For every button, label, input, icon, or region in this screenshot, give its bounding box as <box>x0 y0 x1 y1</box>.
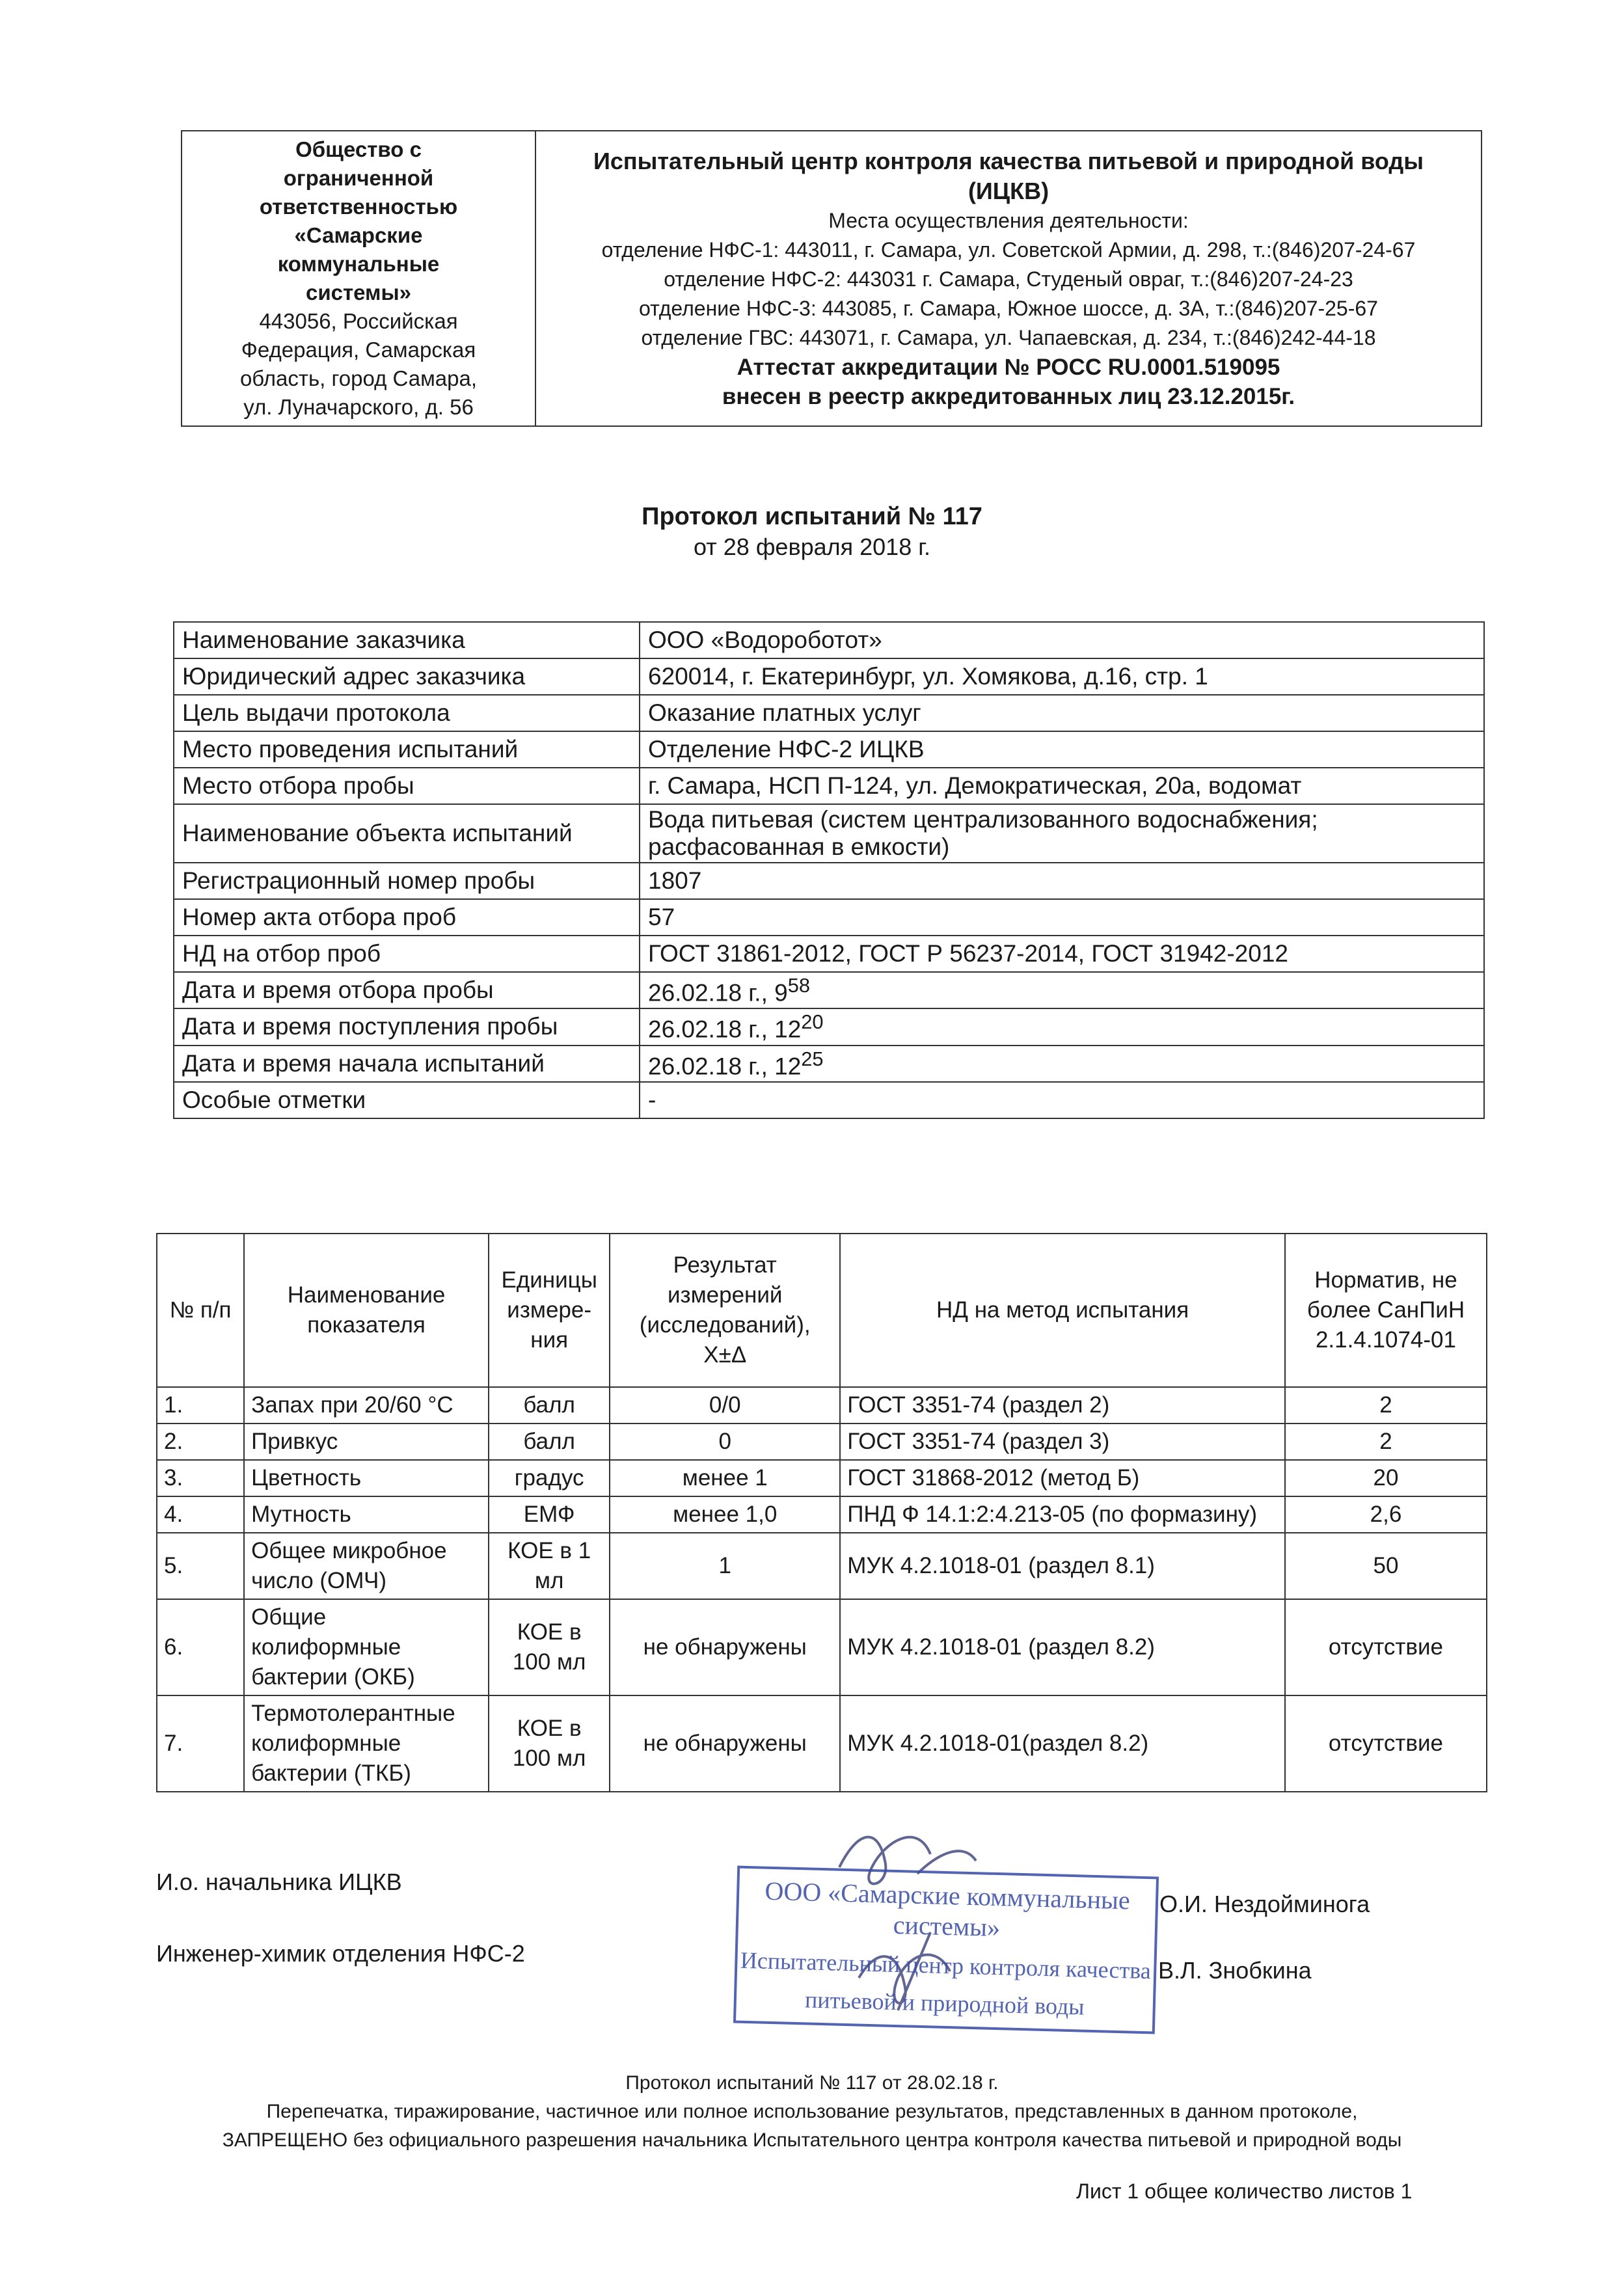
info-key: Регистрационный номер пробы <box>174 863 640 899</box>
organization-cell <box>182 131 535 426</box>
results-row <box>157 1695 1487 1792</box>
norm-value: отсутствие <box>1285 1599 1487 1695</box>
org-address-line: область, город Самара, <box>239 366 478 390</box>
info-key: Дата и время начала испытаний <box>174 1046 640 1082</box>
info-value <box>640 972 1484 1008</box>
info-value <box>640 863 1484 899</box>
head-signature-name: О.И. Нездойминога <box>1159 1891 1370 1917</box>
stamp-line: питьевой и природной воды <box>804 1986 1085 2020</box>
result-value: менее 1,0 <box>610 1496 840 1533</box>
org-name-line: коммунальные <box>277 252 440 276</box>
info-row <box>174 899 1484 936</box>
norm-value: отсутствие <box>1285 1695 1487 1792</box>
test-method: МУК 4.2.1018-01 (раздел 8.2) <box>840 1599 1285 1695</box>
org-address-line: ул. Луначарского, д. 56 <box>243 395 474 419</box>
footer-notice: Перепечатка, тиражирование, частичное или полное использование результатов, представленных в данном протоколе, <box>266 2101 1358 2122</box>
protocol-title: Протокол испытаний № 117 <box>642 503 982 530</box>
info-value-text: 620014, г. Екатеринбург, ул. Хомякова, д.16, стр. 1 <box>648 663 1208 690</box>
unit: КОЕ в 100 мл <box>489 1695 610 1792</box>
engineer-signature-label: Инженер-химик отделения НФС-2 <box>156 1940 525 1967</box>
info-row <box>174 658 1484 695</box>
info-value-text: г. Самара, НСП П-124, ул. Демократическая, 20а, водомат <box>648 772 1302 799</box>
norm-value: 20 <box>1285 1460 1487 1496</box>
test-method: ГОСТ 31868-2012 (метод Б) <box>840 1460 1285 1496</box>
parameter-name: Запах при 20/60 °С <box>244 1387 489 1424</box>
header-number: № п/п <box>157 1234 244 1387</box>
org-name-line: ответственностью <box>259 195 458 219</box>
unit: КОЕ в 1 мл <box>489 1533 610 1599</box>
branch-line: отделение НФС-1: 443011, г. Самара, ул. Советской Армии, д. 298, т.:(846)207-24-67 <box>601 237 1416 262</box>
result-value: не обнаружены <box>610 1599 840 1695</box>
info-value <box>640 622 1484 658</box>
result-value: менее 1 <box>610 1460 840 1496</box>
info-key: Особые отметки <box>174 1082 640 1118</box>
org-address-line: 443056, Российская <box>259 309 458 333</box>
unit: КОЕ в 100 мл <box>489 1599 610 1695</box>
stamp-line: ООО «Самарские коммунальные системы» <box>765 1876 1131 1943</box>
info-value-text: Оказание платных услуг <box>648 699 921 726</box>
row-number: 3. <box>157 1460 244 1496</box>
info-row <box>174 972 1484 1008</box>
info-row <box>174 695 1484 731</box>
info-key: НД на отбор проб <box>174 936 640 972</box>
result-value: 0/0 <box>610 1387 840 1424</box>
info-key: Место проведения испытаний <box>174 731 640 768</box>
info-key: Дата и время поступления пробы <box>174 1008 640 1045</box>
header-method: НД на метод испытания <box>840 1234 1285 1387</box>
org-name-line: системы» <box>305 280 412 304</box>
info-row <box>174 1082 1484 1118</box>
branch-line: отделение НФС-3: 443085, г. Самара, Южное шоссе, д. 3А, т.:(846)207-25-67 <box>639 296 1378 320</box>
info-value-text: ООО «Водороботот» <box>648 627 882 653</box>
info-key: Дата и время отбора пробы <box>174 972 640 1008</box>
info-value <box>640 658 1484 695</box>
info-key: Наименование заказчика <box>174 622 640 658</box>
row-number: 4. <box>157 1496 244 1533</box>
org-name-line: ограниченной <box>283 166 434 190</box>
info-value-text: - <box>648 1086 656 1113</box>
parameter-name: Общее микробное число (ОМЧ) <box>244 1533 489 1599</box>
engineer-signature-name: В.Л. Знобкина <box>1158 1957 1312 1984</box>
test-center-cell <box>535 131 1482 426</box>
info-key: Место отбора пробы <box>174 768 640 804</box>
info-row <box>174 1046 1484 1082</box>
branch-line: отделение ГВС: 443071, г. Самара, ул. Чапаевская, д. 234, т.:(846)242-44-18 <box>641 325 1376 349</box>
norm-value: 50 <box>1285 1533 1487 1599</box>
info-row <box>174 936 1484 972</box>
protocol-title-block <box>0 501 1624 562</box>
info-value <box>640 1082 1484 1118</box>
row-number: 7. <box>157 1695 244 1792</box>
info-row <box>174 768 1484 804</box>
protocol-date: от 28 февраля 2018 г. <box>694 533 930 560</box>
results-table <box>156 1233 1487 1792</box>
branch-line: отделение НФС-2: 443031 г. Самара, Студеный овраг, т.:(846)207-24-23 <box>664 267 1353 291</box>
results-header-row <box>157 1234 1487 1387</box>
unit: балл <box>489 1424 610 1460</box>
results-row <box>157 1424 1487 1460</box>
footer-notice: ЗАПРЕЩЕНО без официального разрешения начальника Испытательного центра контроля качества питьевой и природной воды <box>222 2129 1402 2151</box>
unit: ЕМФ <box>489 1496 610 1533</box>
info-key: Наименование объекта испытаний <box>174 804 640 863</box>
time-minutes: 25 <box>801 1047 824 1070</box>
header-parameter: Наименование показателя <box>244 1234 489 1387</box>
registry-line: внесен в реестр аккредитованных лиц 23.12.2015г. <box>722 383 1295 409</box>
parameter-name: Привкус <box>244 1424 489 1460</box>
test-center-abbr: (ИЦКВ) <box>968 177 1049 204</box>
test-method: МУК 4.2.1018-01 (раздел 8.1) <box>840 1533 1285 1599</box>
header-table <box>181 130 1482 427</box>
results-row <box>157 1387 1487 1424</box>
test-method: ГОСТ 3351-74 (раздел 3) <box>840 1424 1285 1460</box>
result-value: 0 <box>610 1424 840 1460</box>
sample-info-table <box>173 621 1485 1119</box>
org-address-line: Федерация, Самарская <box>241 338 476 362</box>
row-number: 6. <box>157 1599 244 1695</box>
info-value <box>640 695 1484 731</box>
unit: балл <box>489 1387 610 1424</box>
results-row <box>157 1496 1487 1533</box>
info-value <box>640 731 1484 768</box>
header-unit: Единицы измере-ния <box>489 1234 610 1387</box>
row-number: 1. <box>157 1387 244 1424</box>
places-label: Места осуществления деятельности: <box>828 208 1189 232</box>
info-value-text: 57 <box>648 904 675 930</box>
info-row <box>174 804 1484 863</box>
norm-value: 2 <box>1285 1424 1487 1460</box>
info-value <box>640 1008 1484 1045</box>
info-value <box>640 768 1484 804</box>
info-value-text: Отделение НФС-2 ИЦКВ <box>648 736 925 763</box>
info-row <box>174 731 1484 768</box>
org-name-line: Общество с <box>295 137 422 161</box>
norm-value: 2 <box>1285 1387 1487 1424</box>
info-value-text: 26.02.18 г., 12 <box>648 1052 802 1079</box>
footer-protocol-ref: Протокол испытаний № 117 от 28.02.18 г. <box>625 2072 999 2094</box>
time-minutes: 58 <box>787 974 810 997</box>
info-key: Юридический адрес заказчика <box>174 658 640 695</box>
info-value-text: 1807 <box>648 867 702 894</box>
row-number: 2. <box>157 1424 244 1460</box>
test-method: МУК 4.2.1018-01(раздел 8.2) <box>840 1695 1285 1792</box>
accreditation-line: Аттестат аккредитации № РОСС RU.0001.519095 <box>737 354 1280 380</box>
organization-stamp <box>733 1866 1159 2034</box>
results-row <box>157 1533 1487 1599</box>
info-value-text: 26.02.18 г., 12 <box>648 1016 802 1043</box>
info-value <box>640 936 1484 972</box>
info-value-text: ГОСТ 31861-2012, ГОСТ Р 56237-2014, ГОСТ 31942-2012 <box>648 940 1288 967</box>
test-method: ПНД Ф 14.1:2:4.213-05 (по формазину) <box>840 1496 1285 1533</box>
info-row <box>174 622 1484 658</box>
unit: градус <box>489 1460 610 1496</box>
info-row <box>174 1008 1484 1045</box>
org-name-line: «Самарские <box>294 223 423 247</box>
header-norm: Норматив, не более СанПиН 2.1.4.1074-01 <box>1285 1234 1487 1387</box>
parameter-name: Общие колиформные бактерии (ОКБ) <box>244 1599 489 1695</box>
info-value <box>640 1046 1484 1082</box>
results-row <box>157 1599 1487 1695</box>
footer <box>0 2069 1624 2155</box>
sheet-counter: Лист 1 общее количество листов 1 <box>1076 2180 1413 2203</box>
result-value: 1 <box>610 1533 840 1599</box>
organization-name <box>189 135 528 307</box>
row-number: 5. <box>157 1533 244 1599</box>
parameter-name: Термотолерантные колиформные бактерии (ТКБ) <box>244 1695 489 1792</box>
info-value <box>640 899 1484 936</box>
info-key: Номер акта отбора проб <box>174 899 640 936</box>
info-key: Цель выдачи протокола <box>174 695 640 731</box>
result-value: не обнаружены <box>610 1695 840 1792</box>
organization-address <box>189 307 528 422</box>
stamp-line: Испытательный центр контроля качества <box>740 1947 1152 1984</box>
info-value-text: Вода питьевая (систем централизованного водоснабжения; расфасованная в емкости) <box>648 806 1318 860</box>
test-method: ГОСТ 3351-74 (раздел 2) <box>840 1387 1285 1424</box>
info-value-text: 26.02.18 г., 9 <box>648 979 788 1006</box>
test-center-title: Испытательный центр контроля качества питьевой и природной воды <box>593 147 1424 174</box>
info-row <box>174 863 1484 899</box>
time-minutes: 20 <box>801 1010 824 1034</box>
parameter-name: Мутность <box>244 1496 489 1533</box>
header-result: Результат измерений (исследований), X±Δ <box>610 1234 840 1387</box>
head-signature-label: И.о. начальника ИЦКВ <box>156 1869 402 1895</box>
norm-value: 2,6 <box>1285 1496 1487 1533</box>
parameter-name: Цветность <box>244 1460 489 1496</box>
results-row <box>157 1460 1487 1496</box>
info-value <box>640 804 1484 863</box>
